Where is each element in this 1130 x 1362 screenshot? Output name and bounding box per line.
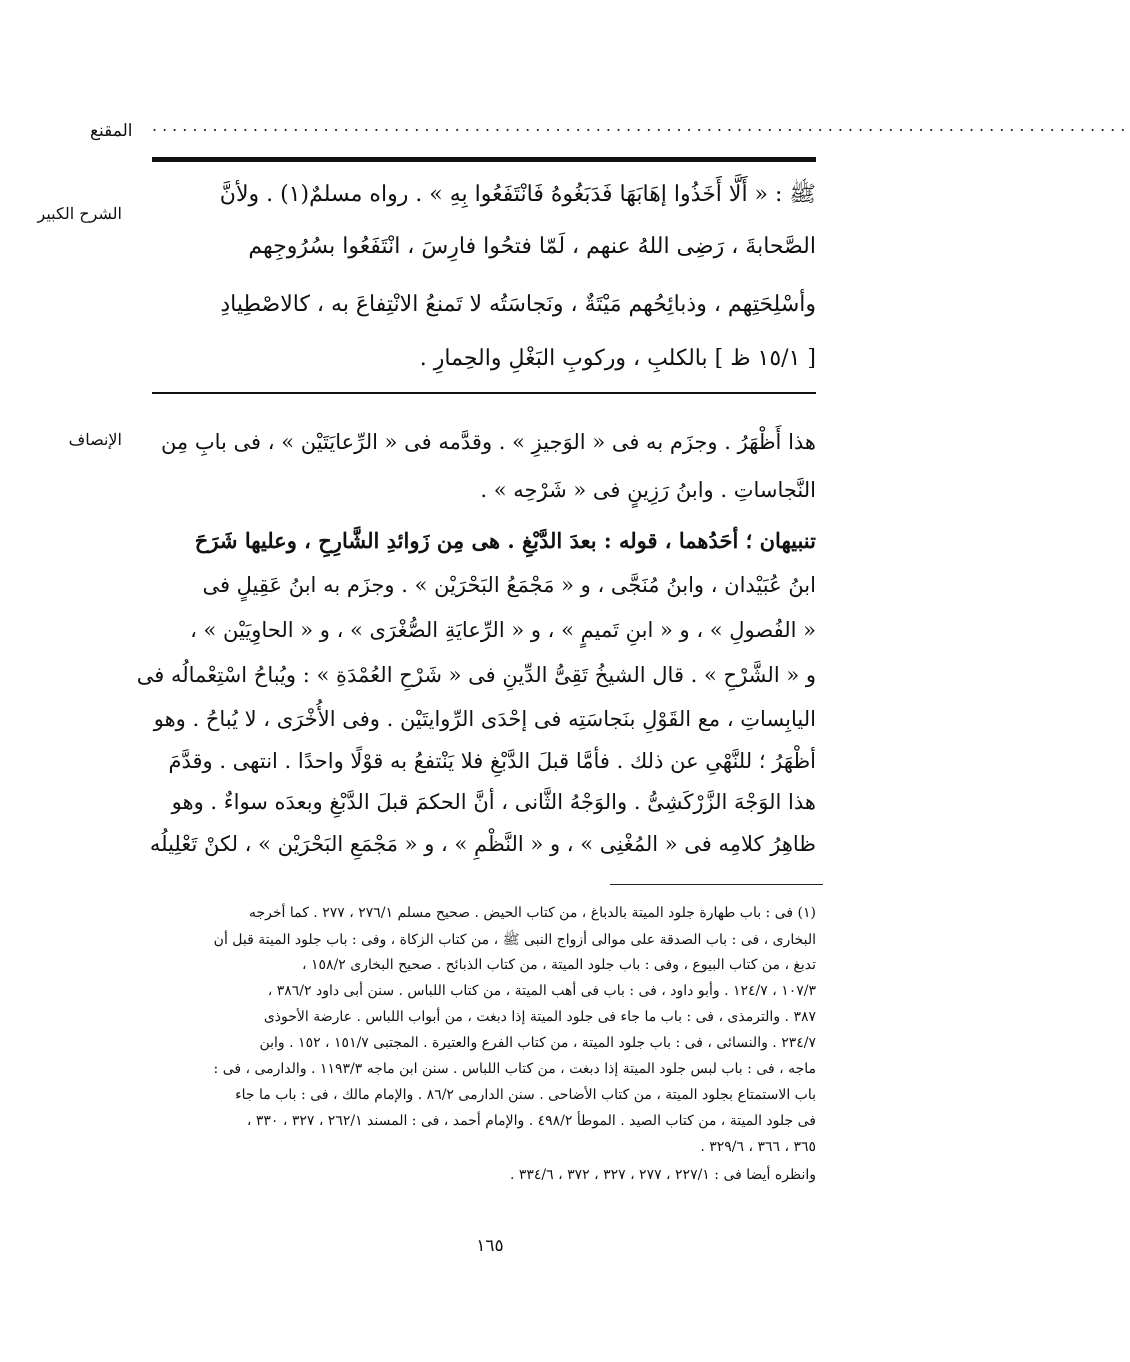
insaf-line: أظْهَرُ ؛ للنَّهْىِ عن ذلك . فأمَّا قبلَ الدَّبْغِ فلا يَنْتفعُ به قوْلًا واحدًا . انتهى . وقدَّمَ — [168, 749, 816, 773]
insaf-line: تنبيهان ؛ أحَدُهما ، قوله : بعدَ الدَّبْغِ . هى مِن زَوائدِ الشَّارِحِ ، وعليها شَرَحَ — [194, 528, 816, 553]
footnote-line: وانظره أيضا فى : ٢٢٧/١ ، ٢٧٧ ، ٣٢٧ ، ٣٧٢ ، ٣٣٤/٦ . — [509, 1167, 816, 1183]
insaf-line: هذا أَظْهَرُ . وجزَم به فى « الوَجيزِ » . وقدَّمه فى « الرِّعايَتَيْن » ، فى بابِ مِن — [160, 430, 816, 454]
sharh-section-label: الشرح الكبير — [37, 204, 122, 223]
insaf-section-label: الإنصاف — [68, 430, 122, 449]
section-divider — [152, 392, 816, 394]
footnote-line: باب الاستمتاع بجلود الميتة ، من كتاب الأضاحى . سنن الدارمى ٨٦/٢ . والإمام مالك ، فى : باب ما جاء — [235, 1087, 816, 1103]
footnote-rule — [610, 884, 823, 885]
footnote-line: ١٠٧/٣ ، ١٢٤/٧ . وأبو داود ، فى : باب فى أهب الميتة ، من كتاب اللباس . سنن أبى داود ٣٨٦/٢ ، — [267, 983, 816, 999]
insaf-line: ابنُ عُبَيْدان ، وابنُ مُنَجَّى ، و « مَجْمَعُ البَحْرَيْن » . وجزَم به ابنُ عَقِيلٍ فى — [202, 573, 816, 597]
insaf-line: ظاهِرُ كلامِه فى « المُغْنِى » ، و « النَّظْمِ » ، و « مَجْمَعِ البَحْرَيْن » ، لكنْ تَعْلِيلُه — [149, 832, 816, 856]
sharh-line: [ ١٥/١ ظ ] بالكلبِ ، وركوبِ البَغْلِ والحِمارِ . — [419, 346, 816, 371]
running-header-title: المقنع — [90, 121, 133, 141]
footnote-line: تدبغ ، من كتاب البيوع ، وفى : باب جلود الميتة ، من كتاب الذبائح . صحيح البخارى ١٥٨/٢ ، — [302, 957, 816, 973]
footnote-line: ٢٣٤/٧ . والنسائى ، فى : باب جلود الميتة ، من كتاب الفرع والعتيرة . المجتبى ١٥١/٧ ، ١٥٢ . وابن — [259, 1035, 816, 1051]
footnote-line: (١) فى : باب طهارة جلود الميتة بالدباغ ، من كتاب الحيض . صحيح مسلم ٢٧٦/١ ، ٢٧٧ . كما أخرجه — [248, 905, 816, 921]
footnote-line: ٣٨٧ . والترمذى ، فى : باب ما جاء فى جلود الميتة إذا دبغت ، من أبواب اللباس . عارضة الأحوذى — [263, 1009, 816, 1025]
sharh-line: الصَّحابةَ ، رَضِى اللهُ عنهم ، لَمّا فتحُوا فارِسَ ، انْتَفَعُوا بسُرُوجِهم — [248, 234, 816, 259]
insaf-line: « الفُصولِ » ، و « ابنِ تَميمٍ » ، و « الرِّعايَةِ الصُّغْرَى » ، و « الحاوِيَيْن » ، — [190, 618, 816, 642]
insaf-line: و « الشَّرْحِ » . قال الشيخُ تَقِىُّ الدِّينِ فى « شَرْحِ العُمْدَةِ » : ويُباحُ اسْتِعْمالُه فى — [136, 663, 816, 687]
insaf-line: هذا الوَجْهَ الزَّرْكَشِىُّ . والوَجْهُ الثَّانى ، أنَّ الحكمَ قبلَ الدَّبْغِ وبعدَه سواءٌ . وهو — [171, 790, 816, 814]
sharh-line: ﷺ : « أَلَّا أَخَذُوا إهَابَهَا فَدَبَغُوهُ فَانْتَفَعُوا بِهِ » . رواه مسلمٌ(١) . ولأنَّ — [219, 182, 816, 207]
page-number: ١٦٥ — [476, 1236, 504, 1256]
header-dotted-leader: ................................................................................................. — [152, 116, 1130, 135]
header-rule — [152, 157, 816, 162]
footnote-line: البخارى ، فى : باب الصدقة على موالى أزواج النبى ﷺ ، من كتاب الزكاة ، وفى : باب جلود الميتة قبل أن — [213, 932, 816, 948]
insaf-line: النَّجاساتِ . وابنُ رَزِينٍ فى « شَرْحِه » . — [480, 478, 816, 502]
footnote-line: ماجه ، فى : باب لبس جلود الميتة إذا دبغت ، من كتاب اللباس . سنن ابن ماجه ١١٩٣/٣ . والدارمى ، فى : — [213, 1061, 816, 1077]
footnote-line: فى جلود الميتة ، من كتاب الصيد . الموطأ ٤٩٨/٢ . والإمام أحمد ، فى : المسند ٢٦٢/١ ، ٣٢٧ ، ٣٣٠ ، — [246, 1113, 816, 1129]
footnote-line: ٣٦٥ ، ٣٦٦ ، ٣٢٩/٦ . — [700, 1139, 816, 1155]
sharh-line: وأسْلِحَتِهم ، وذبائِحُهم مَيْتَةٌ ، ونَجاسَتُه لا تَمنعُ الانْتِفاعَ به ، كالاصْطِيادِ — [220, 292, 816, 317]
insaf-line: اليابِساتِ ، مع القَوْلِ بنَجاسَتِه فى إحْدَى الرِّوايتَيْن . وفى الأُخْرَى ، لا يُباحُ . وهو — [153, 707, 816, 731]
